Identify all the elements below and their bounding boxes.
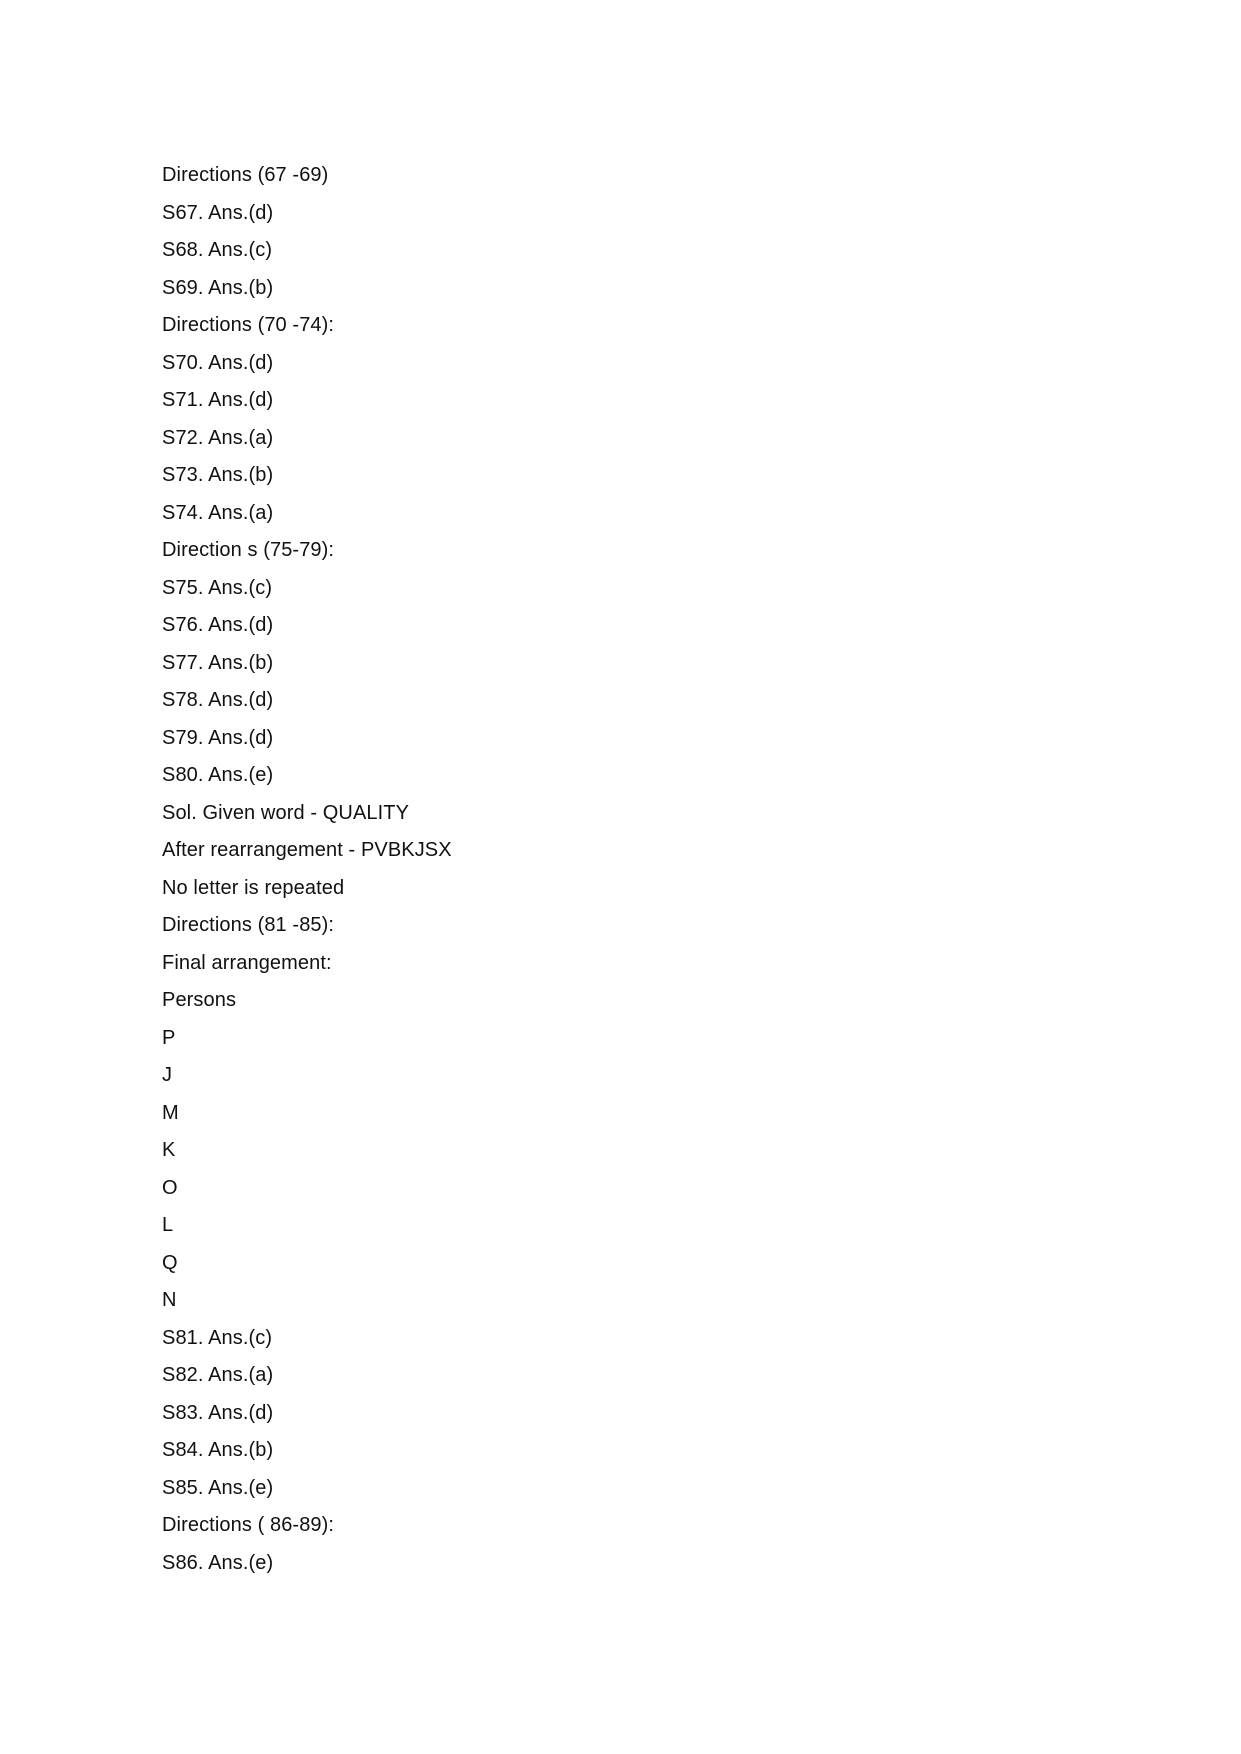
answer-line: S73. Ans.(b) <box>162 464 274 486</box>
answer-line: S74. Ans.(a) <box>162 501 274 524</box>
arrangement-heading: Final arrangement: <box>162 951 332 974</box>
person-entry: N <box>162 1289 177 1311</box>
answer-line: S78. Ans.(d) <box>162 689 274 711</box>
answer-line: S76. Ans.(d) <box>162 614 274 636</box>
answer-line: S71. Ans.(d) <box>162 389 274 411</box>
person-entry: O <box>162 1176 178 1199</box>
answer-line: S68. Ans.(c) <box>162 239 273 261</box>
answer-line: S81. Ans.(c) <box>162 1326 273 1349</box>
person-entry: P <box>162 1026 176 1049</box>
person-entry: M <box>162 1101 179 1124</box>
solution-line: After rearrangement - PVBKJSX <box>162 839 452 861</box>
answer-line: S85. Ans.(e) <box>162 1476 274 1499</box>
solution-line: No letter is repeated <box>162 876 345 899</box>
answer-line: S77. Ans.(b) <box>162 651 274 674</box>
section-heading: Direction s (75-79): <box>162 539 335 561</box>
answer-line: S72. Ans.(a) <box>162 426 274 449</box>
answer-line: S79. Ans.(d) <box>162 726 274 749</box>
answer-line: S84. Ans.(b) <box>162 1439 274 1461</box>
answer-line: S75. Ans.(c) <box>162 576 273 599</box>
answer-line: S82. Ans.(a) <box>162 1364 274 1386</box>
persons-label: Persons <box>162 989 237 1011</box>
person-entry: J <box>162 1064 173 1086</box>
section-heading: Directions (81 -85): <box>162 914 335 936</box>
answer-line: S86. Ans.(e) <box>162 1551 274 1574</box>
answer-line: S80. Ans.(e) <box>162 764 274 786</box>
person-entry: Q <box>162 1251 178 1274</box>
section-heading: Directions (67 -69) <box>162 164 329 186</box>
section-heading: Directions (70 -74): <box>162 314 335 336</box>
answer-line: S83. Ans.(d) <box>162 1401 274 1424</box>
person-entry: L <box>162 1214 174 1236</box>
person-entry: K <box>162 1139 176 1161</box>
solution-line: Sol. Given word - QUALITY <box>162 801 410 824</box>
answer-key-text <box>162 157 1062 1582</box>
section-heading: Directions ( 86-89): <box>162 1514 335 1536</box>
answer-line: S67. Ans.(d) <box>162 201 274 224</box>
answer-line: S69. Ans.(b) <box>162 276 274 299</box>
answer-line: S70. Ans.(d) <box>162 351 274 374</box>
